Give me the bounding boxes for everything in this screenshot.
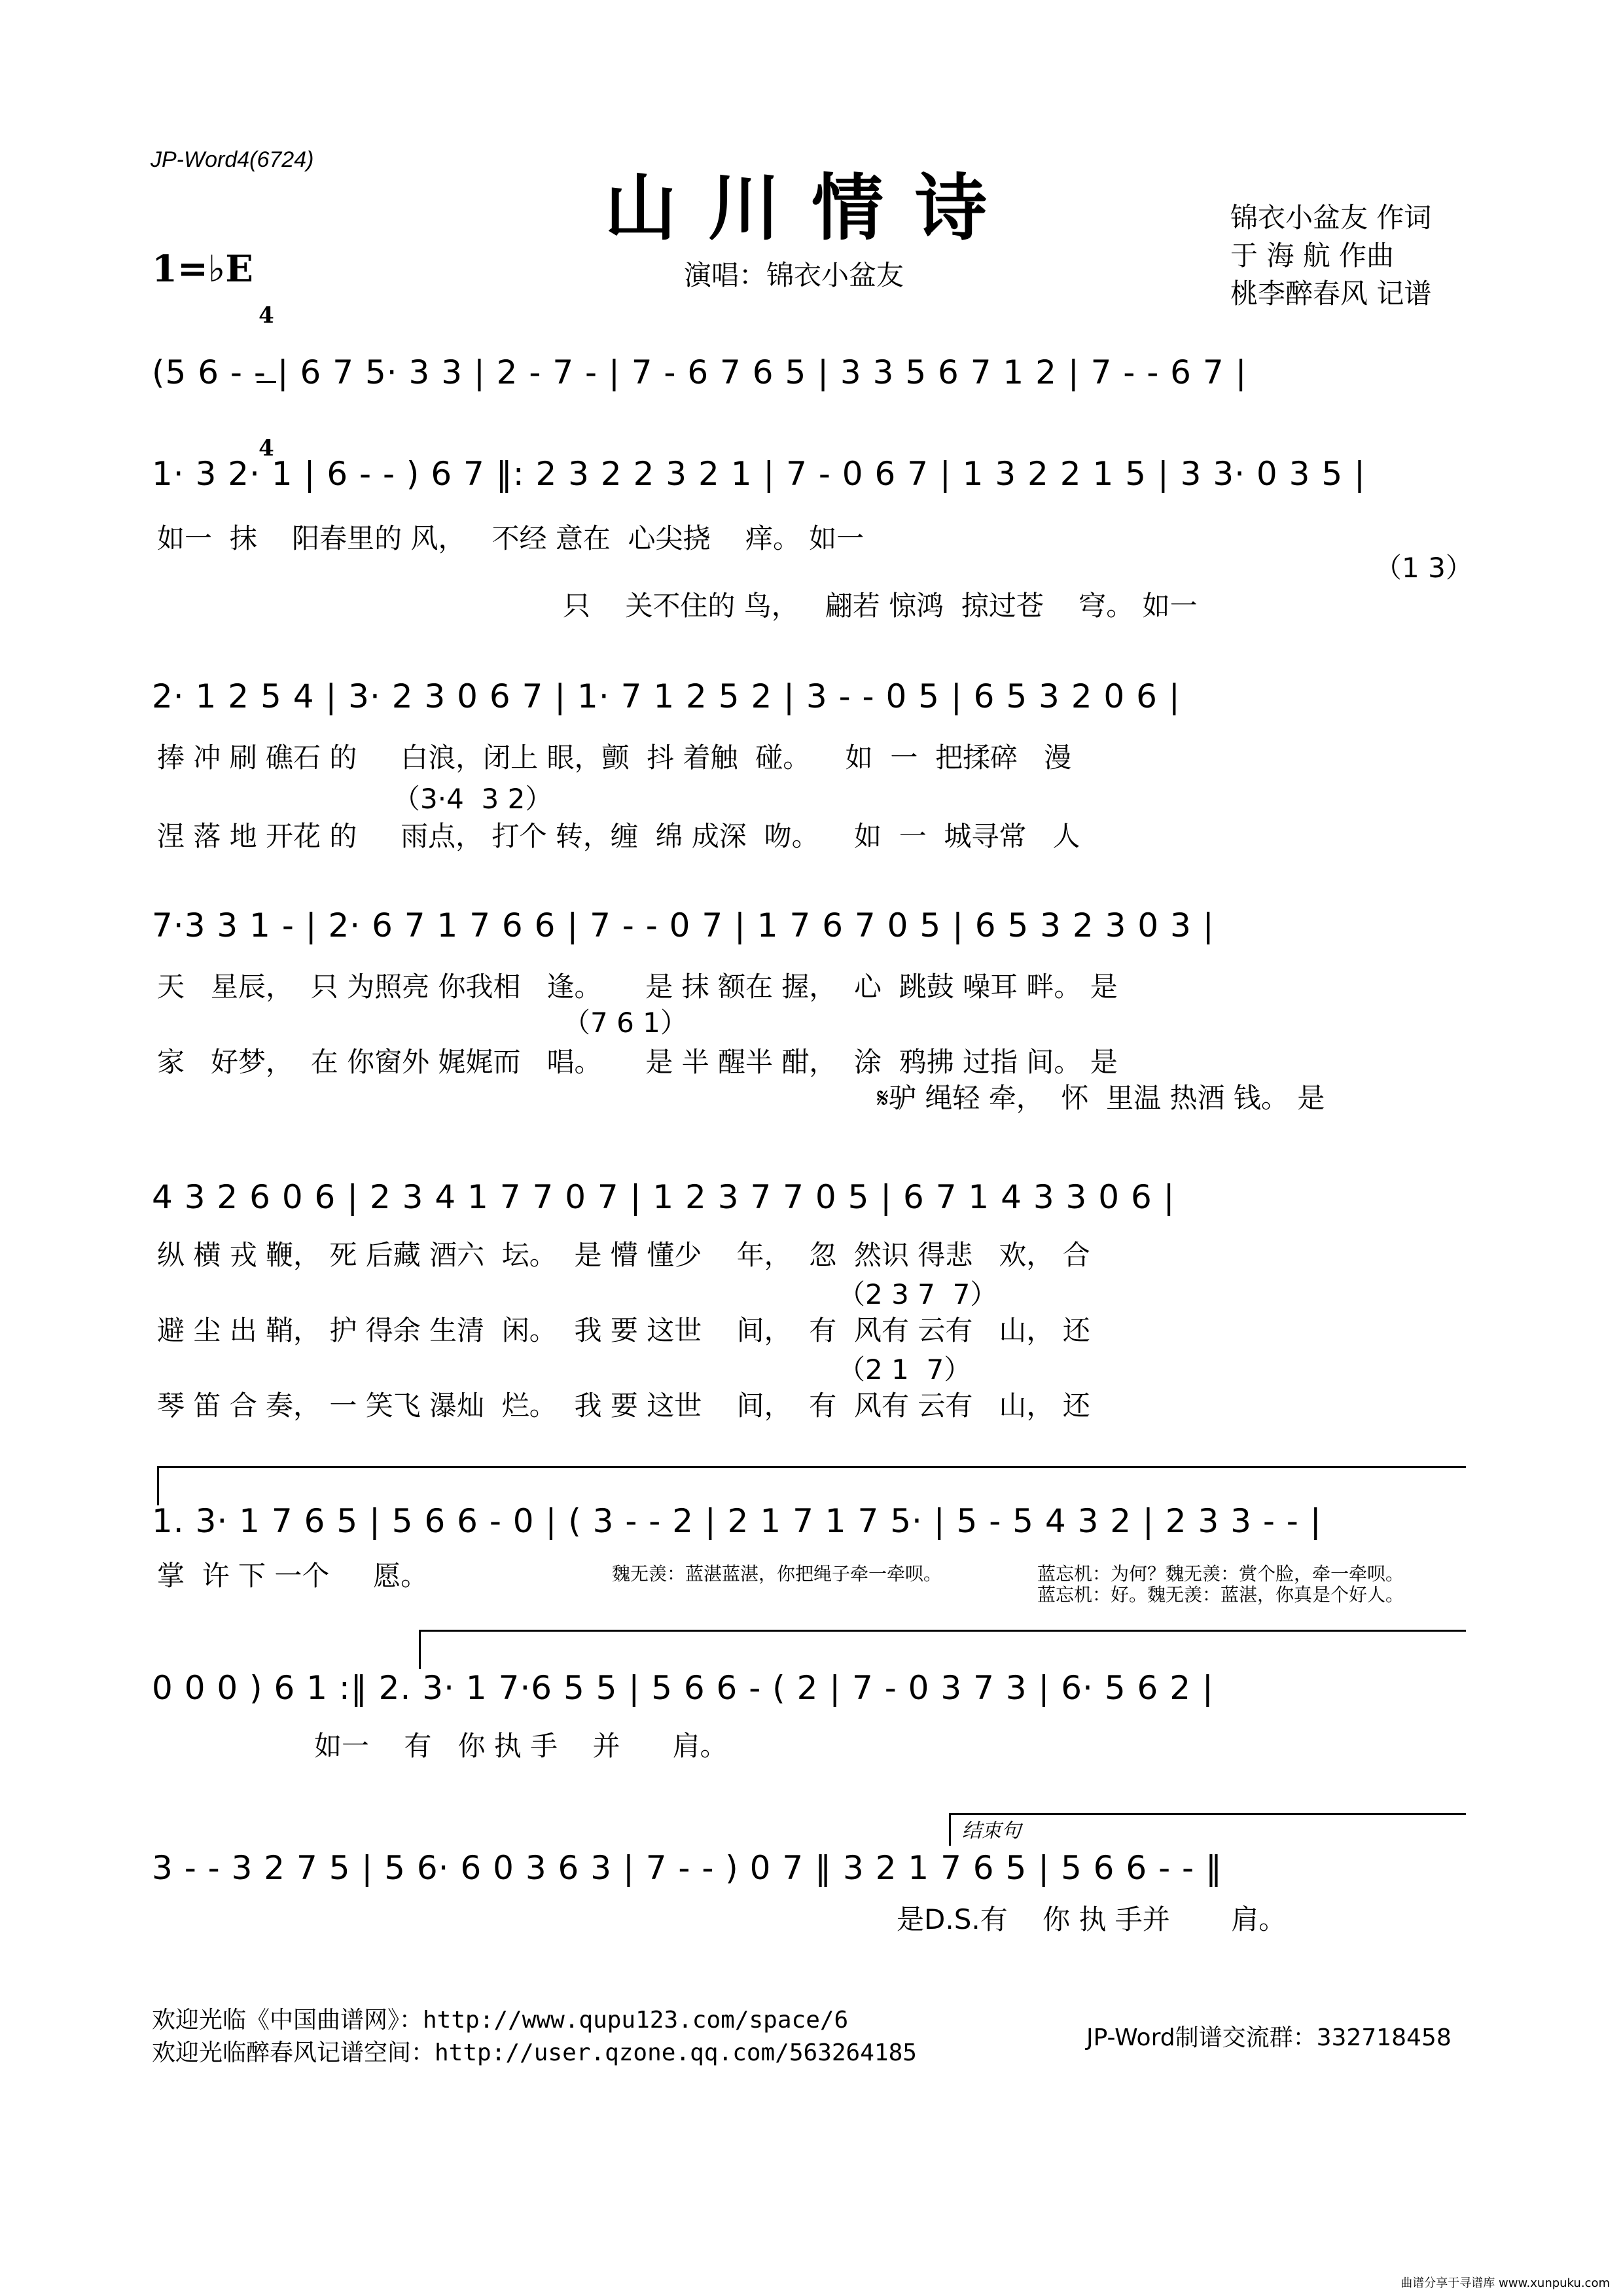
lyric-line: 纵 横 戎 鞭， 死 后藏 酒六 坛。 是 懵 懂少 年， 忽 然识 得悲 欢， 合 xyxy=(157,1239,1090,1271)
time-signature-bottom: 4 xyxy=(259,435,274,461)
lyricist-credit: 锦衣小盆友 作词 xyxy=(1230,202,1432,234)
coda-bracket-edge xyxy=(949,1813,951,1846)
lyric-line: 捧 冲 刷 礁石 的 白浪，闭上 眼，颤 抖 着触 碰。 如 一 把揉碎 漫 xyxy=(157,742,1072,774)
volta-bracket xyxy=(157,1466,1466,1468)
key-signature: 1=♭E xyxy=(152,247,253,291)
lyric-line: 避 尘 出 鞘， 护 得余 生清 闲。 我 要 这世 间， 有 风有 云有 山， 还 xyxy=(157,1314,1090,1346)
lyric-line: 如一 抹 阳春里的 风， 不经 意在 心尖挠 痒。 如一 xyxy=(157,522,865,554)
singer-credit: 演唱：锦衣小盆友 xyxy=(684,259,904,291)
volta-bracket-edge xyxy=(157,1466,159,1505)
score-system-1: (5 6 - - | 6 7 5· 3 3 | 2 - 7 - | 7 - 6 7 6 5 | 3 3 5 6 7 1 2 | 7 - - 6 7 | xyxy=(152,353,1247,391)
score-system-4: 7·3 3 1 - | 2· 6 7 1 7 6 6 | 7 - - 0 7 | 1 7 6 7 0 5 | 6 5 3 2 3 0 3 | xyxy=(152,906,1215,944)
dialogue-line: 蓝忘机：好。魏无羡：蓝湛，你真是个好人。 xyxy=(1037,1584,1404,1605)
lyric-line: 如一 有 你 执 手 并 肩。 xyxy=(314,1730,728,1762)
coda-label: 结束句 xyxy=(962,1820,1021,1842)
lyric-line: 家 好梦， 在 你窗外 娓娓而 唱。 是 半 醒半 酣， 涂 鸦拂 过指 间。 是 xyxy=(157,1046,1118,1078)
score-system-2: 1· 3 2· 1 | 6 - - ) 6 7 ‖: 2 3 2 2 3 2 1 | 7 - 0 6 7 | 1 3 2 2 1 5 | 3 3· 0 3 5 | xyxy=(152,455,1366,493)
volta-bracket xyxy=(419,1630,1466,1632)
score-system-6: 1. 3· 1 7 6 5 | 5 6 6 - 0 | ( 3 - - 2 | 2 1 7 1 7 5· | 5 - 5 4 3 2 | 2 3 3 - - | xyxy=(152,1502,1322,1540)
coda-bracket xyxy=(949,1813,1466,1815)
footer-link-1: 欢迎光临《中国曲谱网》：http://www.qupu123.com/space/6 xyxy=(152,2007,849,2034)
lyric-line: 𝄋驴 绳轻 牵， 怀 里温 热酒 钱。 是 xyxy=(877,1082,1325,1114)
variant-notes: （2 3 7 7） xyxy=(838,1278,998,1310)
watermark: 曲谱分享于寻谱库 www.xunpuku.com xyxy=(1400,2276,1610,2290)
lyric-line: 天 星辰， 只 为照亮 你我相 逢。 是 抹 额在 握， 心 跳鼓 噪耳 畔。 是 xyxy=(157,971,1118,1003)
dialogue-line: 魏无羡：蓝湛蓝湛，你把绳子牵一牵呗。 xyxy=(612,1563,942,1585)
composer-credit: 于 海 航 作曲 xyxy=(1230,240,1395,272)
score-system-5: 4 3 2 6 0 6 | 2 3 4 1 7 7 0 7 | 1 2 3 7 7 0 5 | 6 7 1 4 3 3 0 6 | xyxy=(152,1178,1175,1216)
footer-link-2: 欢迎光临醉春风记谱空间：http://user.qzone.qq.com/563264185 xyxy=(152,2039,917,2066)
lyric-line: 涅 落 地 开花 的 雨点， 打个 转，缠 绵 成深 吻。 如 一 城寻常 人 xyxy=(157,820,1080,852)
volta-bracket-edge xyxy=(419,1630,421,1669)
page-title: 山川情诗 xyxy=(605,166,1018,250)
lyric-line: 是D.S.有 你 执 手并 肩。 xyxy=(897,1903,1287,1935)
score-system-8: 3 - - 3 2 7 5 | 5 6· 6 0 3 6 3 | 7 - - ) 0 7 ‖ 3 2 1 7 6 5 | 5 6 6 - - ‖ xyxy=(152,1849,1222,1887)
lyric-line: 掌 许 下 一个 愿。 xyxy=(157,1560,429,1592)
footer-group: JP-Word制谱交流群：332718458 xyxy=(1086,2024,1452,2051)
score-system-7: 0 0 0 ) 6 1 :‖ 2. 3· 1 7·6 5 5 | 5 6 6 - ( 2 | 7 - 0 3 7 3 | 6· 5 6 2 | xyxy=(152,1669,1214,1707)
transcriber-credit: 桃李醉春风 记谱 xyxy=(1230,278,1432,310)
variant-notes: （3·4 3 2） xyxy=(393,783,553,815)
software-label: JP-Word4(6724) xyxy=(151,147,314,172)
score-system-3: 2· 1 2 5 4 | 3· 2 3 0 6 7 | 1· 7 1 2 5 2 | 3 - - 0 5 | 6 5 3 2 0 6 | xyxy=(152,677,1181,715)
dialogue-line: 蓝忘机：为何？魏无羡：赏个脸，牵一牵呗。 xyxy=(1037,1563,1404,1585)
lyric-line: 琴 笛 合 奏， 一 笑飞 瀑灿 烂。 我 要 这世 间， 有 风有 云有 山， 还 xyxy=(157,1390,1090,1422)
variant-notes: （1 3） xyxy=(1374,552,1473,584)
lyric-line: 只 关不住的 鸟， 翩若 惊鸿 掠过苍 穹。 如一 xyxy=(563,590,1198,622)
time-signature-top: 4 xyxy=(259,302,274,329)
variant-notes: （7 6 1） xyxy=(563,1007,688,1039)
variant-notes: （2 1 7） xyxy=(838,1354,972,1386)
